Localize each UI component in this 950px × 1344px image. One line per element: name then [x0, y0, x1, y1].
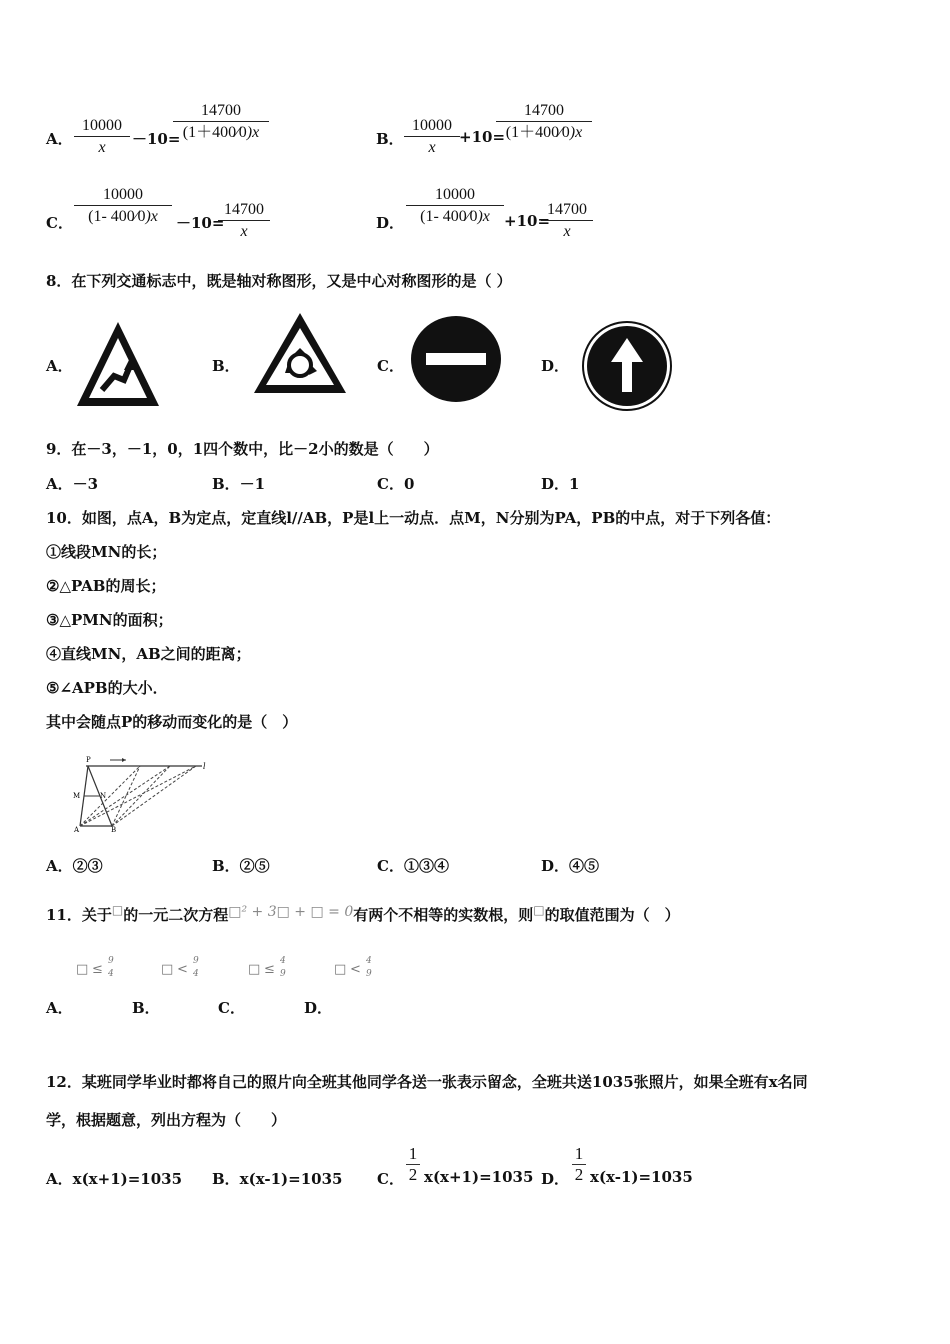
q11-option-c-label: C．: [218, 999, 245, 1017]
q7-a-right-fraction: $\frac{14700}{(1+400⁄0)x}$: [173, 101, 269, 144]
sign-roundabout-icon: [252, 311, 348, 395]
q7-d-operator: +10=: [504, 212, 551, 230]
q12-option-c-label: C．: [377, 1170, 404, 1188]
q7-b-operator: +10=: [459, 128, 506, 146]
q12-option-c-equation: x(x+1)=1035: [424, 1168, 534, 1186]
q7-b-right-fraction: $\frac{14700}{(1+400⁄0)x}$: [496, 101, 592, 144]
q10-geometry-figure: [70, 754, 210, 834]
q9-option-c: C．0: [377, 475, 415, 493]
q12-question-line-2: 学，根据题意，列出方程为（ ）: [46, 1111, 287, 1129]
q11-equation: □² + 3□ + □ = 0: [228, 904, 354, 920]
q8-option-c-label: C．: [377, 357, 404, 375]
q8-option-a-label: A．: [46, 357, 73, 375]
figure-label-a: A: [74, 826, 80, 834]
q11-option-a-label: A．: [46, 999, 73, 1017]
q12-option-a: A．x(x+1)=1035: [46, 1170, 183, 1188]
q10-item-1: ①线段MN的长；: [46, 543, 167, 561]
figure-label-l: l: [203, 762, 206, 771]
q11-question: 11．关于□的一元二次方程□² + 3□ + □ = 0有两个不相等的实数根，则□的取值范围为（ ）: [46, 903, 680, 924]
q7-d-label: D．: [376, 214, 405, 232]
q7-b-label: B．: [376, 130, 404, 148]
q7-a-label: A．: [46, 130, 73, 148]
q7-d-right-fraction: $\frac{14700}{x}$: [541, 200, 593, 243]
figure-label-n: N: [100, 792, 107, 800]
q7-c-label: C．: [46, 214, 73, 232]
sign-double-bend-icon: [74, 318, 162, 410]
q12-option-d-half: $\frac{1}{2}$: [572, 1144, 586, 1185]
q12-option-c-half: $\frac{1}{2}$: [406, 1144, 420, 1185]
q10-option-d: D．④⑤: [541, 857, 600, 875]
q8-option-d-label: D．: [541, 357, 570, 375]
q10-item-4: ④直线MN，AB之间的距离；: [46, 645, 251, 663]
figure-label-b: B: [111, 826, 117, 834]
figure-label-m: M: [73, 792, 81, 800]
sign-no-entry-icon: [409, 314, 503, 404]
q7-c-left-fraction: $\frac{10000}{(1- 400⁄0)x}$: [74, 185, 172, 228]
q10-option-c: C．①③④: [377, 857, 449, 875]
q10-option-b: B．②⑤: [212, 857, 270, 875]
q7-b-left-fraction: $\frac{10000}{x}$: [404, 116, 460, 159]
q8-option-b-label: B．: [212, 357, 240, 375]
figure-label-p: P: [86, 756, 91, 764]
q12-option-b: B．x(x-1)=1035: [212, 1170, 343, 1188]
q10-item-2: ②△PAB的周长；: [46, 577, 166, 595]
q9-question: 9．在－3，－1，0，1四个数中，比－2小的数是（ ）: [46, 440, 439, 458]
q12-question-line-1: 12．某班同学毕业时都将自己的照片向全班其他同学各送一张表示留念，全班共送1035张照片，如果全班有x名同: [46, 1073, 808, 1091]
q10-question: 10．如图，点A，B为定点，定直线l//AB，P是l上一动点．点M，N分别为PA，PB的中点，对于下列各值：: [46, 509, 781, 527]
q7-a-operator: －10=: [132, 130, 181, 148]
q10-option-a: A．②③: [46, 857, 103, 875]
q11-option-b-label: B．: [132, 999, 160, 1017]
q12-option-d-label: D．: [541, 1170, 570, 1188]
sign-straight-ahead-icon: [581, 320, 673, 412]
q11-variable-placeholder: □: [111, 903, 124, 917]
q7-c-right-fraction: $\frac{14700}{x}$: [218, 200, 270, 243]
q10-item-5: ⑤∠APB的大小．: [46, 679, 168, 697]
q9-option-a: A．－3: [46, 475, 99, 493]
q11-variable-placeholder-2: □: [533, 903, 545, 917]
q8-question: 8．在下列交通标志中，既是轴对称图形，又是中心对称图形的是（ ）: [46, 272, 512, 290]
q7-c-operator: －10=: [176, 214, 225, 232]
q7-d-left-fraction: $\frac{10000}{(1- 400⁄0)x}$: [406, 185, 504, 228]
q9-option-b: B．－1: [212, 475, 266, 493]
q7-a-left-fraction: $\frac{10000}{x}$: [74, 116, 130, 159]
q12-option-d-equation: x(x-1)=1035: [590, 1168, 693, 1186]
q10-item-3: ③△PMN的面积；: [46, 611, 173, 629]
q9-option-d: D．1: [541, 475, 580, 493]
q11-option-d-label: D．: [304, 999, 333, 1017]
q10-prompt: 其中会随点P的移动而变化的是（ ）: [46, 713, 298, 731]
